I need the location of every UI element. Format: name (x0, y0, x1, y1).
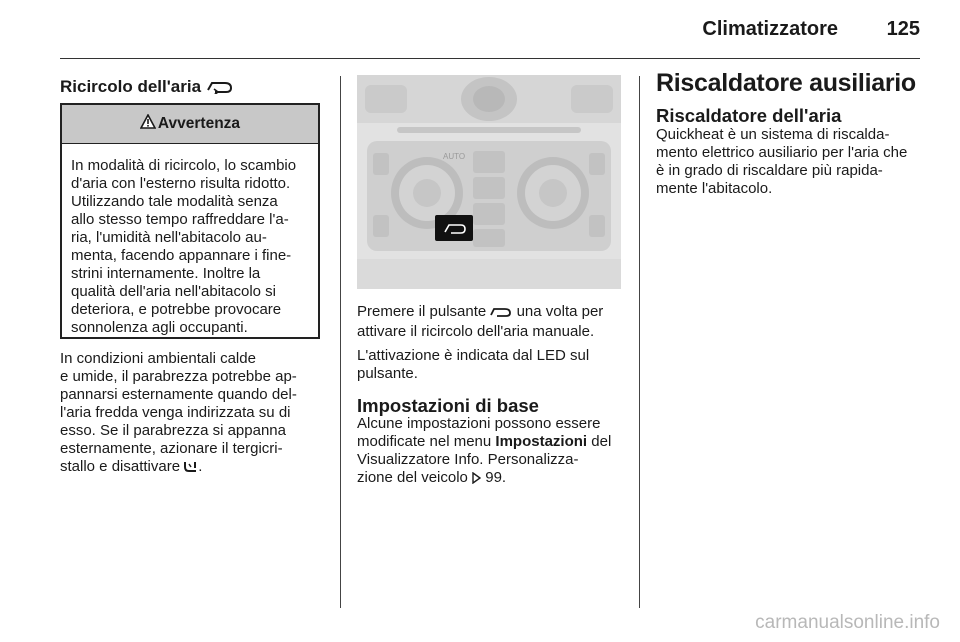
auto-label: AUTO (443, 152, 466, 161)
warning-line: allo stesso tempo raffreddare l'a- (71, 211, 289, 228)
warning-icon (140, 114, 156, 134)
p3-line: Alcune impostazioni possono essere (357, 415, 601, 432)
watermark: carmanualsonline.info (755, 612, 940, 633)
subheading-air-heater: Riscaldatore dell'aria (656, 105, 842, 126)
p1-c: attivare il ricircolo dell'aria manuale. (357, 323, 595, 340)
p3-line (357, 469, 627, 489)
warning-line: ria, l'umidità nell'abitacolo au- (71, 229, 267, 246)
warning-line: In modalità di ricircolo, lo scambio (71, 157, 297, 174)
right-line: mento elettrico ausiliario per l'aria che (656, 144, 908, 161)
column-divider-right (639, 76, 640, 608)
page-number: 125 (886, 18, 920, 40)
header-divider (60, 58, 920, 59)
right-line: è in grado di riscaldare più rapida- (656, 162, 883, 179)
middle-paragraph-2 (357, 347, 627, 383)
middle-paragraph-3 (357, 415, 627, 489)
p3-text: zione del veicolo (357, 469, 468, 486)
warning-line: d'aria con l'esterno risulta ridotto. (71, 175, 291, 192)
warning-title: Avvertenza (157, 115, 241, 132)
page-ref-icon (472, 471, 481, 489)
warning-line: deteriora, e potrebbe provocare (71, 301, 282, 318)
climate-control-panel-image (357, 75, 621, 289)
warning-line: qualità dell'aria nell'abitacolo si (71, 283, 277, 300)
p3-text: del (591, 433, 612, 450)
p3-text: modificate nel menu (357, 433, 492, 450)
ac-icon (184, 460, 198, 478)
page-reference: 99. (485, 469, 507, 486)
p1-a: Premere il pulsante (357, 303, 487, 320)
paragraph-line: esso. Se il parabrezza si appanna (60, 422, 286, 439)
paragraph-line: stallo e disattivare (60, 458, 181, 475)
right-line: Quickheat è un sistema di riscalda- (656, 126, 890, 143)
section-heading-text: Ricircolo dell'aria (60, 77, 202, 96)
recirculation-icon (206, 80, 234, 98)
right-column (656, 69, 938, 198)
warning-box (60, 103, 320, 339)
warning-line: menta, facendo appannare i fine- (71, 247, 292, 264)
recirculation-icon (490, 305, 512, 323)
paragraph-line: e umide, il parabrezza potrebbe ap- (60, 368, 297, 385)
warning-line: Utilizzando tale modalità senza (71, 193, 278, 210)
p1-b: una volta per (516, 303, 604, 320)
left-paragraph (60, 350, 322, 478)
right-line: mente l'abitacolo. (656, 180, 773, 197)
p2-line: pulsante. (357, 365, 418, 382)
middle-paragraph-1 (357, 303, 627, 341)
warning-line: sonnolenza agli occupanti. (71, 319, 248, 336)
column-divider-left (340, 76, 341, 608)
p2-line: L'attivazione è indicata dal LED sul (357, 347, 590, 364)
paragraph-line: In condizioni ambientali calde (60, 350, 256, 367)
section-heading-recirculation (60, 78, 322, 98)
settings-menu-name: Impostazioni (495, 433, 588, 450)
paragraph-line-last (60, 458, 322, 478)
page-title: Climatizzatore (702, 18, 838, 40)
warning-line: strini internamente. Inoltre la (71, 265, 261, 282)
p3-line (357, 433, 627, 451)
warning-header (62, 105, 318, 144)
paragraph-line: esternamente, azionare il tergicri- (60, 440, 283, 457)
middle-text (357, 303, 627, 489)
p3-line: Visualizzatore Info. Personalizza- (357, 451, 579, 468)
left-column (60, 70, 322, 98)
paragraph-end: . (198, 458, 203, 475)
paragraph-line: pannarsi esternamente quando del- (60, 386, 297, 403)
paragraph-line: l'aria fredda venga indirizzata su di (60, 404, 291, 421)
warning-body (62, 144, 318, 337)
right-paragraph (656, 126, 938, 198)
section-heading-basic-settings: Impostazioni di base (357, 395, 539, 416)
section-heading-aux-heater: Riscaldatore ausiliario (656, 69, 916, 97)
